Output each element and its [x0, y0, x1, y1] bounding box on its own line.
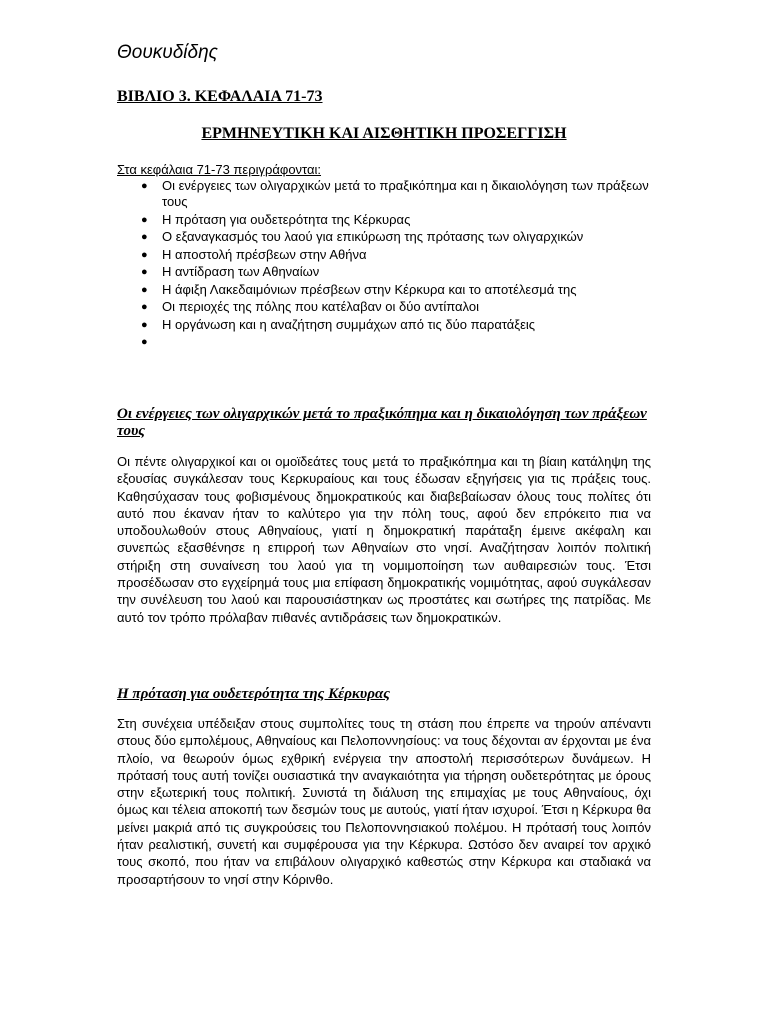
bullet-icon: ● — [141, 336, 148, 348]
bullet-icon: ● — [141, 213, 148, 226]
list-item — [117, 334, 662, 350]
book-chapter-line: ΒΙΒΛΙΟ 3. ΚΕΦΑΛΑΙΑ 71-73 — [117, 88, 323, 105]
list-item — [117, 299, 662, 315]
list-item — [117, 229, 662, 245]
list-item — [117, 282, 662, 298]
list-item — [117, 212, 662, 228]
list-item-text: Ο εξαναγκασμός του λαού για επικύρωση της πρότασης των ολιγαρχικών — [162, 229, 584, 244]
list-item-text: Η οργάνωση και η αναζήτηση συμμάχων από τις δύο παρατάξεις — [162, 316, 536, 332]
section-title: Η πρόταση για ουδετερότητα της Κέρκυρας — [117, 686, 390, 702]
list-item — [117, 178, 662, 210]
list-item — [117, 247, 662, 263]
main-heading: ΕΡΜΗΝΕΥΤΙΚΗ ΚΑΙ ΑΙΣΘΗΤΙΚΗ ΠΡΟΣΕΓΓΙΣΗ — [201, 125, 567, 142]
intro-line: Στα κεφάλαια 71-73 περιγράφονται: — [117, 162, 322, 177]
list-item-text: Η αντίδραση των Αθηναίων — [162, 264, 320, 279]
section-title: Οι ενέργειες των ολιγαρχικών μετά το πραξικόπημα και η δικαιολόγηση των πράξεων τους — [117, 406, 647, 439]
bullet-icon: ● — [141, 318, 148, 331]
list-item-text: Η άφιξη Λακεδαιμόνιων πρέσβεων στην Κέρκυρα και το αποτέλεσμά της — [162, 281, 577, 297]
list-item-text: Οι ενέργειες των ολιγαρχικών μετά το πραξικόπημα και η δικαιολόγηση των πράξεων τους — [162, 178, 649, 209]
list-item-text: Η πρόταση για ουδετερότητα της Κέρκυρας — [162, 211, 411, 227]
list-item-text: Η αποστολή πρέσβεων στην Αθήνα — [162, 246, 367, 262]
author-name: Θουκυδίδης — [117, 42, 218, 63]
list-item — [117, 264, 662, 280]
list-item-text: Οι περιοχές της πόλης που κατέλαβαν οι δύο αντίπαλοι — [162, 299, 479, 314]
section-paragraph: Στη συνέχεια υπέδειξαν στους συμπολίτες τους τη στάση που έπρεπε να τηρούν απέναντι στους δύο εμπολέμους, Αθηναίους και Πελοποννησίους: να τους δέχονται αν έρχονται με ένα πλοίο, να θεωρούν όμως εχθρική ενέργεια την αποστολή περισσότερων δυνάμεων. Η πρότασή τους αυτή τονίζει ουσιαστικά την αναγκαιότητα για τήρηση ουδετερότητας με όρους στην εξωτερική τους πολιτική. Συνιστά τη διάλυση της επιμαχίας με τους Αθηναίους, όχι όμως και τέλεια αποκοπή των δεσμών τους με αυτούς, γιατί ήταν ισχυροί. Έτσι η Κέρκυρα θα μείνει μακριά από τις συγκρούσεις του Πελοποννησιακού πολέμου. Η πρότασή τους λοιπόν ήταν ρεαλιστική, συνετή και συμφέρουσα για την Κέρκυρα. Ωστόσο δεν αναιρεί τον αρχικό τους σκοπό, που ήταν να επιβάλουν ολιγαρχικό καθεστώς στην Κέρκυρα και σταδιακά να προσαρτήσουν το νησί στην Κόρινθο. — [117, 716, 651, 887]
bullet-icon: ● — [141, 231, 148, 243]
bullet-icon: ● — [141, 283, 148, 296]
section-paragraph: Οι πέντε ολιγαρχικοί και οι ομοϊδεάτες τους μετά το πραξικόπημα και τη βίαιη κατάληψη της εξουσίας συγκάλεσαν τους Κερκυραίους και τους έδωσαν εξηγήσεις για τις πράξεις τους. Καθησύχασαν τους φοβισμένους δημοκρατικούς και διαβεβαίωσαν όλους τους πολίτες ότι αυτό που έκαναν ήταν το καλύτερο για την πόλη τους, αφού δεν επρόκειτο πια να υποδουλωθούν στους Αθηναίους, γιατί η δημοκρατική παράταξη έμεινε ακέφαλη και συνεπώς εξασθένησε η επιρροή των Αθηναίων στο νησί. Αναζήτησαν λοιπόν πολιτική στήριξη στη συναίνεση του λαού για τη νομιμοποίηση των αυθαιρεσιών τους. Έτσι προσέδωσαν στο εγχείρημά τους μια επίφαση δημοκρατικής νομιμότητας, αφού συγκάλεσαν την συνέλευση του λαού και παρουσιάστηκαν ως προστάτες και σωτήρες της πατρίδας. Με αυτό τον τρόπο πρόλαβαν πιθανές αντιδράσεις των δημοκρατικών. — [117, 454, 651, 625]
list-item — [117, 317, 662, 333]
bullet-icon: ● — [141, 301, 148, 313]
chapter-topics-list — [117, 178, 662, 352]
bullet-icon: ● — [141, 248, 148, 261]
bullet-icon: ● — [141, 180, 148, 192]
bullet-icon: ● — [141, 266, 148, 278]
